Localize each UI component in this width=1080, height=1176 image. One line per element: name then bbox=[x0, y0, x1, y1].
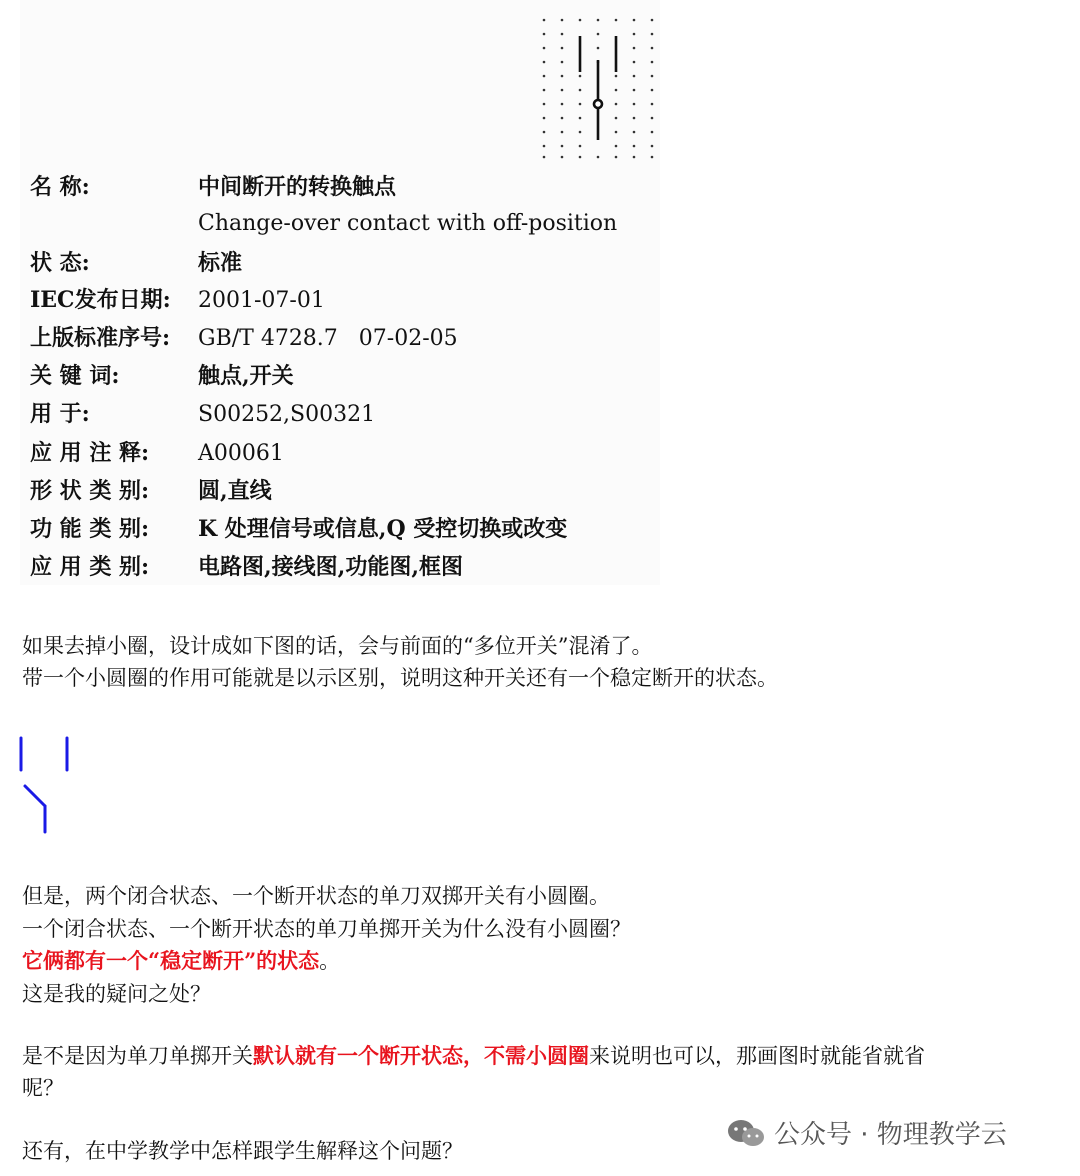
paragraph-end: 。 bbox=[319, 949, 341, 973]
spec-value: K 处理信号或信息,Q 受控切换或改变 bbox=[198, 516, 568, 542]
wechat-watermark bbox=[726, 1114, 1007, 1151]
spec-key: 用 于: bbox=[30, 401, 90, 427]
spec-row-status bbox=[30, 248, 242, 278]
spec-key: 名 称: bbox=[30, 174, 90, 200]
spec-key: 功 能 类 别: bbox=[30, 516, 150, 542]
text-segment: 来说明也可以，那画图时就能省就省 bbox=[589, 1044, 925, 1068]
paragraph: 呢？ bbox=[22, 1076, 64, 1100]
spec-key: 应 用 注 释: bbox=[30, 440, 150, 466]
spec-key: 上版标准序号: bbox=[30, 325, 171, 351]
spec-value: 中间断开的转换触点 bbox=[198, 174, 397, 200]
spec-row-name bbox=[30, 172, 396, 202]
spec-value: 2001-07-01 bbox=[198, 288, 325, 313]
spec-row-previous-standard bbox=[30, 323, 458, 354]
highlight-text: 默认就有一个断开状态，不需小圆圈 bbox=[253, 1043, 589, 1068]
spec-value: 圆,直线 bbox=[198, 478, 272, 504]
watermark-label: 公众号 · 物理教学云 bbox=[774, 1120, 1007, 1150]
highlight-text: 它俩都有一个“稳定断开”的状态 bbox=[22, 948, 320, 973]
paragraph: 带一个小圆圈的作用可能就是以示区别，说明这种开关还有一个稳定断开的状态。 bbox=[22, 666, 778, 690]
spec-value: A00061 bbox=[198, 441, 284, 466]
spec-value: GB/T 4728.7 07-02-05 bbox=[198, 326, 458, 351]
spec-key: 关 键 词: bbox=[30, 363, 120, 389]
spec-key: 形 状 类 别: bbox=[30, 478, 150, 504]
spec-key: 状 态: bbox=[30, 250, 90, 276]
spec-value-en: Change-over contact with off-position bbox=[198, 211, 618, 236]
spec-row-application-category bbox=[30, 552, 463, 582]
text-segment: 是不是因为单刀单掷开关 bbox=[22, 1044, 253, 1068]
switch-sketch-no-circle bbox=[15, 730, 75, 840]
paragraph-highlight bbox=[22, 945, 340, 977]
spec-value: 电路图,接线图,功能图,框图 bbox=[198, 554, 463, 580]
spec-row-keywords bbox=[30, 361, 294, 391]
spec-row-iec-date bbox=[30, 285, 325, 316]
paragraph: 还有，在中学教学中怎样跟学生解释这个问题？ bbox=[22, 1139, 463, 1163]
contact-lines bbox=[580, 36, 616, 140]
paragraph-question bbox=[22, 1040, 925, 1072]
spec-value: 标准 bbox=[198, 250, 243, 276]
spec-row-shape-category bbox=[30, 476, 272, 506]
spec-row-application-note bbox=[30, 438, 284, 469]
spec-row-function-category bbox=[30, 514, 567, 544]
spec-key: IEC发布日期: bbox=[30, 287, 171, 313]
paragraph: 但是，两个闭合状态、一个断开状态的单刀双掷开关有小圆圈。 bbox=[22, 884, 610, 908]
spec-value: S00252,S00321 bbox=[198, 402, 376, 427]
spec-row-name-en bbox=[198, 209, 617, 239]
spec-value: 触点,开关 bbox=[198, 363, 294, 389]
paragraph: 这是我的疑问之处？ bbox=[22, 982, 211, 1006]
paragraph: 一个闭合状态、一个断开状态的单刀单掷开关为什么没有小圆圈？ bbox=[22, 917, 631, 941]
wechat-icon bbox=[726, 1117, 766, 1149]
changeover-contact-symbol bbox=[535, 12, 660, 164]
spec-key: 应 用 类 别: bbox=[30, 554, 150, 580]
spec-row-used-in bbox=[30, 399, 375, 430]
paragraph: 如果去掉小圈，设计成如下图的话，会与前面的“多位开关”混淆了。 bbox=[22, 634, 653, 658]
